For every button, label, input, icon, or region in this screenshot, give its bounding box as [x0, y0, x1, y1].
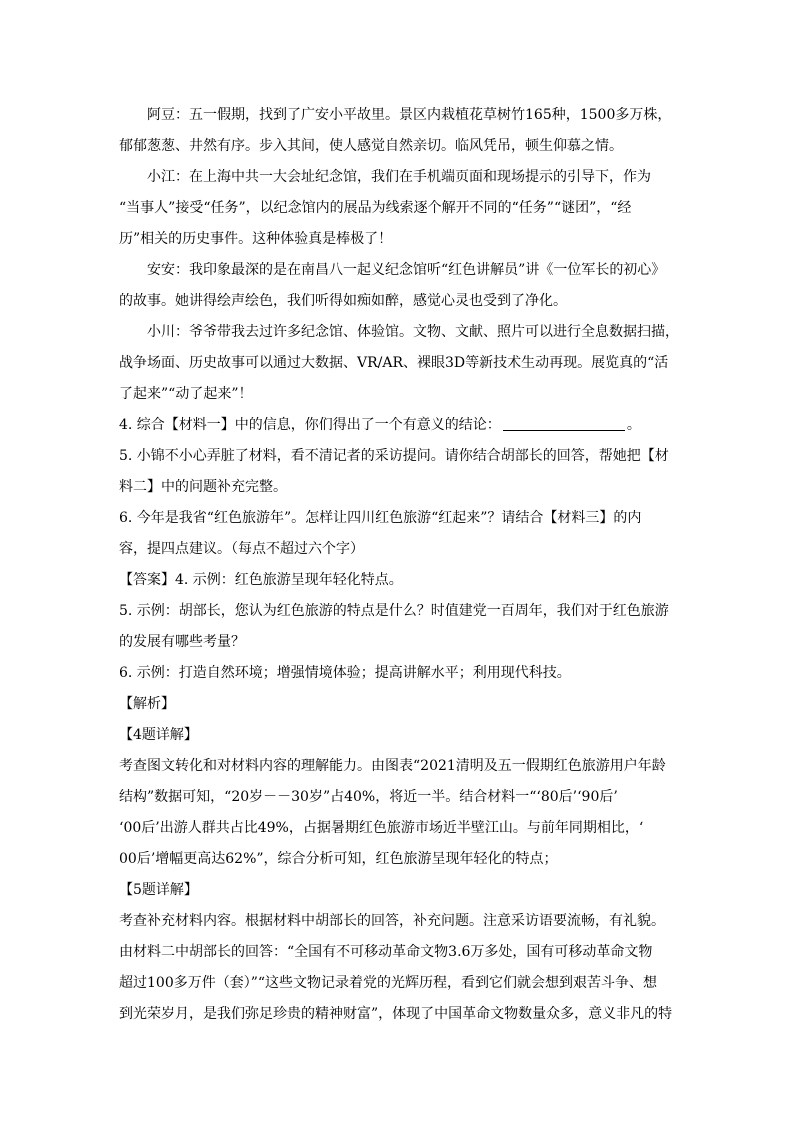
text-line: 考查补充材料内容。根据材料中胡部长的回答，补充问题。注意采访语要流畅，有礼貌。 — [119, 913, 665, 929]
question-4-end: 。 — [626, 417, 641, 433]
text-line: 6. 今年是我省“红色旅游年”。怎样让四川红色旅游“红起来”？请结合【材料三】的内 — [119, 510, 642, 526]
paragraph-line: 安安：我印象最深的是在南昌八一起义纪念馆听“红色讲解员”讲《一位军长的初心》 — [147, 262, 666, 278]
paragraph-line: 阿豆：五一假期，找到了广安小平故里。景区内栽植花草树竹165种，1500多万株， — [147, 107, 672, 123]
text-line: 的发展有哪些考量？ — [119, 634, 245, 650]
document-page — [119, 100, 679, 1030]
text-line: 超过100多万件（套）”“这些文物记录着党的光辉历程，看到它们就会想到艰苦斗争、想 — [119, 975, 658, 991]
text-line: 容，提四点建议。（每点不超过六个字） — [119, 541, 364, 557]
text-line: 到光荣岁月，是我们弥足珍贵的精神财富”，体现了中国革命文物数量众多，意义非凡的特 — [119, 1006, 673, 1022]
answer-blank[interactable] — [503, 416, 625, 431]
paragraph-line: 历”相关的历史事件。这种体验真是棒极了！ — [119, 231, 393, 247]
text-line: 考查图文转化和对材料内容的理解能力。由图表“2021清明及五一假期红色旅游用户年龄 — [119, 758, 666, 774]
q4-detail-heading: 【4题详解】 — [119, 727, 198, 743]
paragraph-line: 小江：在上海中共一大会址纪念馆，我们在手机端页面和现场提示的引导下，作为 — [147, 169, 651, 185]
text-line: ‘00后’出游人群共占比49%，占据暑期红色旅游市场近半壁江山。与前年同期相比，‘ — [119, 820, 644, 836]
paragraph-line: “当事人”接受“任务”，以纪念馆内的展品为线索逐个解开不同的“任务”“谜团”，“经 — [119, 200, 632, 216]
paragraph-line: 郁郁葱葱、井然有序。步入其间，使人感觉自然亲切。临风凭吊，顿生仰慕之情。 — [119, 138, 623, 154]
paragraph-line: 了起来”“动了起来”！ — [119, 386, 253, 402]
text-line: 5. 小锦不小心弄脏了材料，看不清记者的采访提问。请你结合胡部长的回答，帮她把【材 — [119, 448, 669, 464]
q5-detail-heading: 【5题详解】 — [119, 882, 198, 898]
text-line: 由材料二中胡部长的回答：“全国有不可移动革命文物3.6万多处，国有可移动革命文物 — [119, 944, 653, 960]
answer-heading-line: 【答案】4. 示例：红色旅游呈现年轻化特点。 — [119, 572, 403, 588]
paragraph-line: 的故事。她讲得绘声绘色，我们听得如痴如醉，感觉心灵也受到了净化。 — [119, 293, 567, 309]
text-line: 00后’增幅更高达62%”，综合分析可知，红色旅游呈现年轻化的特点； — [119, 851, 558, 867]
text-line: 料二】中的问题补充完整。 — [119, 479, 287, 495]
paragraph-line: 战争场面、历史故事可以通过大数据、VR/AR、裸眼3D等新技术生动再现。展览真的“活 — [119, 355, 669, 371]
question-4-text: 4. 综合【材料一】中的信息，你们得出了一个有意义的结论： — [119, 417, 501, 433]
text-line: 5. 示例：胡部长，您认为红色旅游的特点是什么？时值建党一百周年，我们对于红色旅游 — [119, 603, 669, 619]
analysis-heading: 【解析】 — [119, 696, 175, 712]
text-line: 6. 示例：打造自然环境；增强情境体验；提高讲解水平；利用现代科技。 — [119, 665, 571, 681]
question-4 — [119, 410, 679, 441]
text-line: 结构”数据可知，“20岁－－30岁”占40%，将近一半。结合材料一“‘80后’‘90后’ — [119, 789, 618, 805]
paragraph-line: 小川：爷爷带我去过许多纪念馆、体验馆。文物、文献、照片可以进行全息数据扫描， — [147, 324, 679, 340]
